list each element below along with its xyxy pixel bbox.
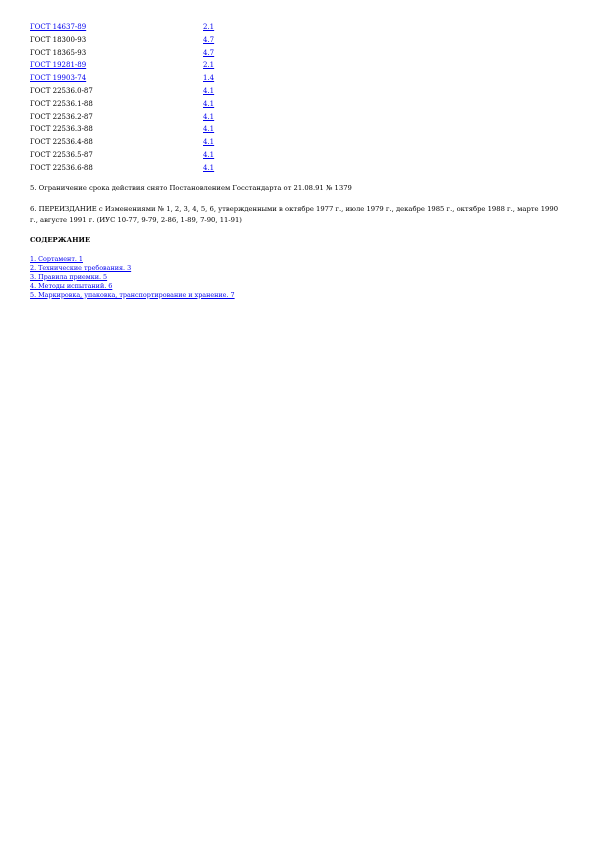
reference-section-link[interactable]: 4.1 <box>203 163 215 172</box>
reference-section-link[interactable]: 4.1 <box>203 138 215 147</box>
toc-link[interactable]: 5. Маркировка, упаковка, транспортирование и хранение. 7 <box>30 290 235 299</box>
reference-doc-cell <box>30 34 203 47</box>
reference-row <box>30 34 214 47</box>
toc-title: СОДЕРЖАНИЕ <box>30 236 91 244</box>
paragraph-5: 5. Ограничение срока действия снято Постановлением Госстандарта от 21.08.91 № 1379 <box>30 184 352 192</box>
reference-section-cell <box>203 162 214 175</box>
toc-item <box>30 264 235 273</box>
toc-item <box>30 255 235 264</box>
reference-section-link[interactable]: 4.1 <box>203 112 215 121</box>
reference-section-cell <box>203 21 214 34</box>
reference-row <box>30 162 214 175</box>
reference-doc-cell <box>30 47 203 60</box>
reference-section-cell <box>203 149 214 162</box>
reference-doc-cell <box>30 72 203 85</box>
reference-doc-link[interactable]: ГОСТ 14637-89 <box>30 23 87 31</box>
reference-section-cell <box>203 136 214 149</box>
reference-doc-text: ГОСТ 22536.6-88 <box>30 163 93 172</box>
toc-link[interactable]: 3. Правила приемки. 5 <box>30 272 108 281</box>
reference-section-link[interactable]: 4.1 <box>203 99 215 108</box>
reference-section-cell <box>203 98 214 111</box>
reference-doc-text: ГОСТ 18365-93 <box>30 48 87 57</box>
reference-row <box>30 85 214 98</box>
reference-doc-text: ГОСТ 22536.4-88 <box>30 138 93 147</box>
reference-row <box>30 136 214 149</box>
reference-doc-link[interactable]: ГОСТ 19281-89 <box>30 61 87 70</box>
toc-item <box>30 273 235 282</box>
reference-doc-link[interactable]: ГОСТ 19903-74 <box>30 74 87 83</box>
reference-doc-text: ГОСТ 22536.5-87 <box>30 150 93 159</box>
reference-doc-text: ГОСТ 22536.2-87 <box>30 112 93 121</box>
reference-section-link[interactable]: 1.4 <box>203 74 215 83</box>
reference-section-cell <box>203 47 214 60</box>
toc-item <box>30 291 235 300</box>
reference-doc-text: ГОСТ 22536.1-88 <box>30 99 93 108</box>
reference-section-link[interactable]: 4.7 <box>203 48 215 57</box>
reference-doc-cell <box>30 149 203 162</box>
reference-doc-cell <box>30 59 203 72</box>
reference-doc-cell <box>30 98 203 111</box>
toc-link[interactable]: 1. Сортамент. 1 <box>30 255 83 263</box>
reference-doc-cell <box>30 123 203 136</box>
reference-section-cell <box>203 34 214 47</box>
reference-row <box>30 72 214 85</box>
reference-doc-cell <box>30 162 203 175</box>
toc-link[interactable]: 2. Технические требования. 3 <box>30 263 132 272</box>
reference-table <box>30 21 214 175</box>
toc-list <box>30 255 235 300</box>
reference-doc-text: ГОСТ 18300-93 <box>30 35 87 44</box>
toc-link[interactable]: 4. Методы испытаний. 6 <box>30 281 113 290</box>
reference-section-link[interactable]: 4.1 <box>203 86 215 95</box>
reference-row <box>30 21 214 34</box>
reference-doc-cell <box>30 85 203 98</box>
paragraph-6: 6. ПЕРЕИЗДАНИЕ с Изменениями № 1, 2, 3, 4, 5, 6, утвержденными в октябре 1977 г., июле 1979 г., декабре 1985 г., октябре 1988 г., марте 1990 г., августе 1991 г. (ИУС 10-77, 9-79, 2-86, 1-89, 7-90, 11-91) <box>30 205 559 224</box>
reference-doc-cell <box>30 111 203 124</box>
reference-section-cell <box>203 111 214 124</box>
reference-row <box>30 111 214 124</box>
reference-row <box>30 59 214 72</box>
reference-row <box>30 123 214 136</box>
reference-row <box>30 149 214 162</box>
reference-section-link[interactable]: 4.1 <box>203 125 215 134</box>
reference-table-body <box>30 21 214 175</box>
reference-doc-text: ГОСТ 22536.3-88 <box>30 125 93 134</box>
reference-section-link[interactable]: 2.1 <box>203 23 215 31</box>
reference-section-cell <box>203 72 214 85</box>
reference-doc-cell <box>30 136 203 149</box>
reference-row <box>30 98 214 111</box>
reference-doc-text: ГОСТ 22536.0-87 <box>30 86 93 95</box>
reference-section-link[interactable]: 4.1 <box>203 150 215 159</box>
toc-item <box>30 282 235 291</box>
reference-section-link[interactable]: 2.1 <box>203 61 215 70</box>
reference-doc-cell <box>30 21 203 34</box>
reference-section-cell <box>203 85 214 98</box>
reference-section-cell <box>203 59 214 72</box>
reference-row <box>30 47 214 60</box>
reference-section-link[interactable]: 4.7 <box>203 35 215 44</box>
reference-section-cell <box>203 123 214 136</box>
